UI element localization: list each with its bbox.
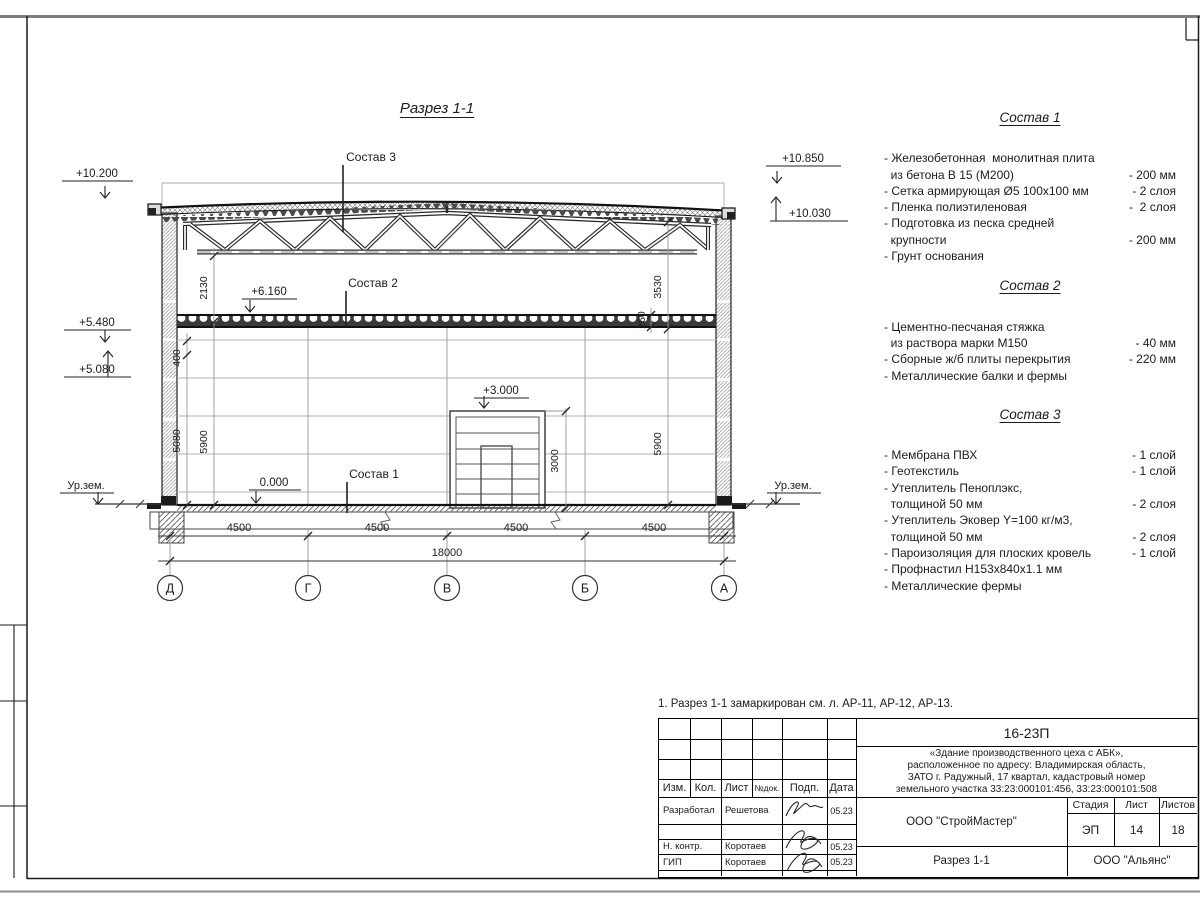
item-text: - Подготовка из песка средней: [884, 216, 1055, 231]
item-text: - Профнастил Н153х840х1.1 мм: [884, 562, 1063, 577]
list-item: [870, 183, 1190, 199]
dim-ticks-vertical: [183, 218, 672, 512]
tb-description-line: ЗАТО г. Радужный, 17 квартал, кадастровый номер: [907, 771, 1146, 783]
elev-0000: 0.000: [259, 477, 289, 489]
item-value: - 1 слой: [1132, 448, 1176, 463]
dimensions-vertical: [171, 212, 672, 512]
callout-sostav1: Состав 1: [349, 467, 399, 481]
ground-floor: [177, 505, 716, 512]
tb-sheet-value: 14: [1129, 822, 1144, 837]
tb-role-ncontr: Н. контр.: [663, 841, 703, 852]
tb-name-gip: Коротаев: [725, 856, 767, 868]
tb-description-line: расположенное по адресу: Владимирская область,: [907, 759, 1146, 771]
composition-1-title: Состав 1: [999, 110, 1061, 125]
tb-col-izm: Изм.: [662, 782, 687, 794]
list-item: [870, 167, 1190, 183]
axis-bubbles: [158, 576, 737, 601]
list-item: [870, 578, 1190, 594]
list-item: [870, 215, 1190, 231]
dim-span-1: 4500: [226, 522, 252, 534]
item-text: толщиной 50 мм: [884, 497, 983, 512]
item-value: - 2 слоя: [1129, 200, 1176, 215]
list-item: [870, 463, 1190, 479]
gate: [450, 411, 545, 508]
elev-10200: +10.200: [76, 168, 118, 180]
item-text: - Железобетонная монолитная плита: [884, 151, 1095, 166]
tb-sheets-value: 18: [1171, 822, 1185, 837]
interior-lines: [177, 327, 716, 505]
item-text: толщиной 50 мм: [884, 529, 983, 544]
tb-col-list: Лист: [724, 782, 749, 794]
item-text: - Утеплитель Пеноплэкс,: [884, 480, 1023, 495]
dim-3000: 3000: [549, 449, 561, 473]
item-value: - 2 слоя: [1132, 183, 1176, 198]
item-value: - 200 мм: [1128, 232, 1176, 247]
dim-5900-right: 5900: [652, 432, 664, 456]
elev-10850: +10.850: [782, 153, 824, 165]
list-item: [870, 512, 1190, 528]
list-item: [870, 545, 1190, 561]
item-text: из бетона В 15 (М200): [884, 167, 1014, 182]
tb-doc-number: 16-23П: [1003, 724, 1050, 741]
tb-sheet-label: Лист: [1125, 799, 1148, 811]
composition-lists: [870, 110, 1190, 594]
tb-name-developer: Решетова: [725, 805, 769, 816]
axis-label-a: А: [719, 581, 729, 596]
elev-5080: +5.080: [79, 364, 115, 376]
composition-section-3: [870, 407, 1190, 594]
tb-stage-label: Стадия: [1072, 799, 1109, 811]
item-text: - Геотекстиль: [884, 464, 959, 479]
item-text: - Утеплитель Эковер Y=100 кг/м3,: [884, 513, 1073, 528]
signatures: [781, 796, 827, 878]
item-text: крупности: [884, 232, 947, 247]
item-text: - Пленка полиэтиленовая: [884, 200, 1027, 215]
composition-section-2: [870, 278, 1190, 383]
dim-span-4: 4500: [641, 522, 667, 534]
composition-3-title: Состав 3: [999, 406, 1061, 422]
tb-description-line: «Здание производственного цеха с АБК»,: [929, 747, 1124, 759]
elev-ground-left: Ур.зем.: [67, 480, 105, 492]
item-text: - Металлические фермы: [884, 578, 1022, 593]
sheet-note: 1. Разрез 1-1 замаркирован см. л. АР-11, АР-12, АР-13.: [658, 698, 954, 710]
composition-2-title: Состав 2: [999, 278, 1061, 294]
dim-260: 260: [636, 311, 648, 329]
tb-date-gip: 05.23: [830, 857, 853, 867]
tb-client: ООО "Альянс": [1093, 855, 1171, 867]
dim-5080: 5080: [171, 429, 183, 453]
tb-col-kol: Кол.: [694, 782, 717, 794]
building-section: [95, 183, 800, 543]
tb-description: [856, 746, 1197, 797]
list-item: [870, 447, 1190, 463]
item-value: - 2 слоя: [1132, 529, 1176, 544]
list-item: [870, 480, 1190, 496]
tb-date-developer: 05.23: [830, 805, 853, 816]
list-item: [870, 335, 1190, 351]
left-margin-stamp: [0, 625, 27, 878]
signature-gip: [787, 853, 822, 872]
titleblock-line: [659, 739, 856, 740]
list-item: [870, 199, 1190, 215]
tb-role-developer: Разработал: [663, 805, 715, 816]
tb-org: ООО "СтройМастер": [906, 815, 1017, 828]
list-item: [870, 529, 1190, 545]
item-value: - 220 мм: [1128, 352, 1176, 367]
elev-6160: +6.160: [251, 286, 287, 298]
list-item: [870, 368, 1190, 384]
dim-5900-left: 5900: [198, 430, 210, 454]
axis-label-g: Г: [304, 581, 312, 596]
item-value: - 40 мм: [1135, 335, 1176, 350]
callout-sostav2: Состав 2: [348, 276, 398, 290]
axis-label-b: Б: [580, 581, 590, 596]
dim-3530: 3530: [652, 275, 664, 299]
top-right-box: [1186, 18, 1199, 40]
dim-400: 400: [171, 349, 183, 367]
title-block: [658, 718, 1199, 878]
elev-ground-right: Ур.зем.: [774, 480, 812, 492]
signature-developer: [786, 802, 823, 816]
item-text: - Цементно-песчаная стяжка: [884, 319, 1045, 334]
item-text: - Сетка армирующая Ø5 100х100 мм: [884, 183, 1089, 198]
axis-label-v: В: [442, 581, 452, 596]
elev-3000: +3.000: [483, 385, 519, 397]
callout-sostav3: Состав 3: [346, 150, 396, 164]
tb-sheets-label: Листов: [1160, 799, 1196, 811]
dimensions-bottom: [158, 522, 737, 601]
dim-2130: 2130: [198, 276, 210, 300]
tb-role-gip: ГИП: [663, 856, 682, 868]
tb-name-ncontr: Коротаев: [725, 841, 767, 852]
walls: [162, 213, 731, 505]
item-text: из раствора марки М150: [884, 335, 1028, 350]
elev-5480: +5.480: [79, 317, 115, 329]
drawing-title: Разрез 1-1: [399, 100, 475, 117]
list-item: [870, 248, 1190, 264]
list-item: [870, 150, 1190, 166]
item-text: - Сборные ж/б плиты перекрытия: [884, 352, 1071, 367]
tb-col-podp: Подп.: [789, 782, 820, 794]
item-value: - 2 слоя: [1132, 497, 1176, 512]
item-value: - 1 слой: [1132, 464, 1176, 479]
list-item: [870, 496, 1190, 512]
titleblock-line: [659, 759, 856, 760]
tb-sheet-title: Разрез 1-1: [933, 855, 990, 867]
item-value: - 200 мм: [1128, 167, 1176, 182]
dim-total: 18000: [431, 547, 463, 559]
item-value: - 1 слой: [1132, 545, 1176, 560]
tb-col-data: Дата: [829, 782, 854, 794]
list-item: [870, 351, 1190, 367]
dim-span-3: 4500: [503, 522, 529, 534]
item-text: - Металлические балки и фермы: [884, 368, 1068, 383]
axis-label-d: Д: [165, 581, 175, 596]
signature-ncontr: [786, 831, 821, 849]
item-text: - Мембрана ПВХ: [884, 448, 978, 463]
item-text: - Пароизоляция для плоских кровель: [884, 545, 1092, 560]
list-item: [870, 561, 1190, 577]
item-text: - Грунт основания: [884, 249, 984, 264]
list-item: [870, 232, 1190, 248]
tb-description-line: земельного участка 33:23:000101:456, 33:23:000101:508: [895, 783, 1158, 795]
dim-span-2: 4500: [364, 522, 390, 534]
tb-col-ndok: №док.: [754, 783, 780, 793]
tb-date-ncontr: 05.23: [830, 841, 853, 852]
tb-stage-value: ЭП: [1081, 822, 1100, 837]
elev-10030: +10.030: [789, 208, 831, 220]
composition-section-1: [870, 110, 1190, 264]
list-item: [870, 319, 1190, 335]
